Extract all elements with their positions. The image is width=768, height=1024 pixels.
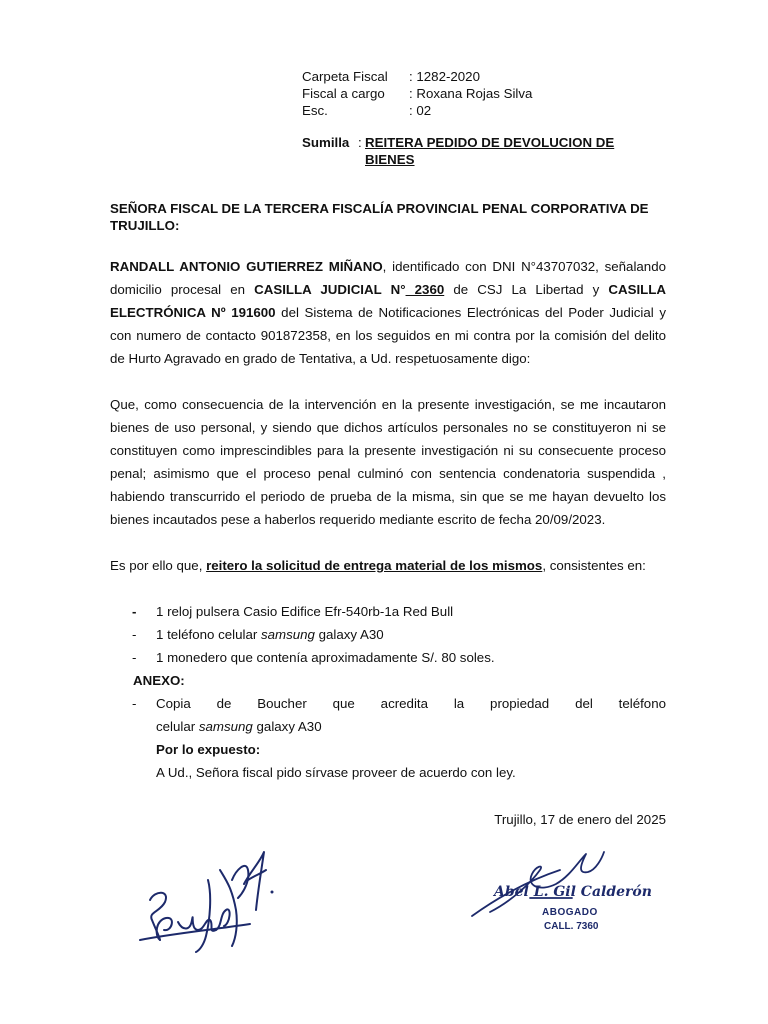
anexo-title: ANEXO:: [133, 673, 185, 688]
esc-row: [302, 102, 562, 119]
lawyer-name: Abel L. Gil Calderón: [494, 884, 652, 900]
lawyer-title: ABOGADO: [542, 907, 598, 918]
lawyer-registration: CALL. 7360: [544, 921, 599, 932]
sumilla-colon: :: [358, 135, 362, 150]
facts-paragraph: Que, como consecuencia de la intervención en la presente investigación, se me incautaron bienes de uso personal, y siendo que dichos artículos personales no se constituyeron ni se constituyen como imprescindibles para la presente investigación ni su consecuente proceso penal; asimismo que el proceso penal culminó con sentencia condenatoria suspendida , habiendo transcurrido el periodo de prueba de la misma, sin que se me hayan devuelto los bienes incautados pese a haberlos requerido mediante escrito de fecha 20/09/2023.: [110, 397, 666, 527]
list-item-text: [156, 623, 384, 646]
intro-text-3: del Sistema de Notificaciones Electrónicas del Poder Judicial y con numero de contacto 901872358, en los seguidos en mi contra por la comisión del delito de Hurto Agravado en grado de Tentativa, a Ud. respetuosamente digo:: [110, 305, 666, 366]
anexo-line-2-brand: samsung: [198, 719, 253, 734]
client-signature-drawing: [120, 840, 290, 960]
carpeta-fiscal-label: Carpeta Fiscal: [302, 69, 388, 84]
fiscal-a-cargo-label: Fiscal a cargo: [302, 86, 385, 101]
list-bullet: -: [132, 627, 137, 642]
carpeta-fiscal-row: [302, 68, 562, 85]
intro-text-2: de CSJ La Libertad y: [444, 282, 609, 297]
request-highlight: reitero la solicitud de entrega material de los mismos: [206, 558, 543, 573]
anexo-line-1: Copia de Boucher que acredita la propiedad del teléfono: [156, 696, 666, 711]
date-line: Trujillo, 17 de enero del 2025: [494, 812, 666, 827]
anexo-line-2-part: galaxy A30: [252, 719, 322, 734]
casilla-judicial-number: 2360: [405, 282, 445, 297]
esc-value: : 02: [409, 103, 432, 118]
sumilla-title: REITERA PEDIDO DE DEVOLUCION DE BIENES: [365, 135, 615, 167]
sumilla-label: [302, 134, 349, 151]
list-bullet: -: [132, 650, 137, 665]
fiscal-a-cargo-value: : Roxana Rojas Silva: [409, 86, 533, 101]
list-bullet: -: [132, 604, 137, 619]
request-text-2: , consistentes en:: [542, 558, 646, 573]
request-paragraph: [110, 554, 666, 577]
fiscal-a-cargo-row: [302, 85, 562, 102]
list-item-text-part: 1 teléfono celular: [156, 627, 261, 642]
list-item-text: 1 reloj pulsera Casio Edifice Efr-540rb-1a Red Bull: [156, 604, 454, 619]
list-item-text: 1 monedero que contenía aproximadamente S/. 80 soles.: [156, 650, 495, 665]
intro-paragraph: [110, 255, 666, 370]
client-signature: [120, 840, 290, 960]
casilla-judicial: CASILLA JUDICIAL N°: [254, 282, 406, 297]
lawyer-signature-stamp: [460, 840, 660, 950]
closing-title: Por lo expuesto:: [156, 742, 261, 757]
carpeta-fiscal-value: : 1282-2020: [409, 69, 480, 84]
list-item-text-brand: samsung: [260, 627, 315, 642]
closing-text: A Ud., Señora fiscal pido sírvase proveer de acuerdo con ley.: [156, 765, 516, 780]
list-item: [110, 646, 666, 669]
request-text-1: Es por ello que,: [110, 558, 207, 573]
petitioner-name: RANDALL ANTONIO GUTIERREZ MIÑANO: [110, 259, 383, 274]
addressee-heading: SEÑORA FISCAL DE LA TERCERA FISCALÍA PROVINCIAL PENAL CORPORATIVA DE TRUJILLO:: [110, 201, 649, 233]
intro-text-1: , identificado con DNI N°43707032, señalando domicilio procesal en: [110, 259, 666, 297]
anexo-line-2-part: celular: [156, 719, 199, 734]
anexo-bullet: -: [132, 696, 137, 711]
casilla-electronica: CASILLA ELECTRÓNICA Nº 191600: [110, 282, 666, 320]
list-item: [110, 600, 666, 623]
esc-label: Esc.: [302, 103, 328, 118]
list-item-text-part: galaxy A30: [314, 627, 384, 642]
list-item: [110, 623, 666, 646]
anexo-line-2: [156, 715, 322, 738]
sumilla-label-text: Sumilla: [302, 135, 350, 150]
